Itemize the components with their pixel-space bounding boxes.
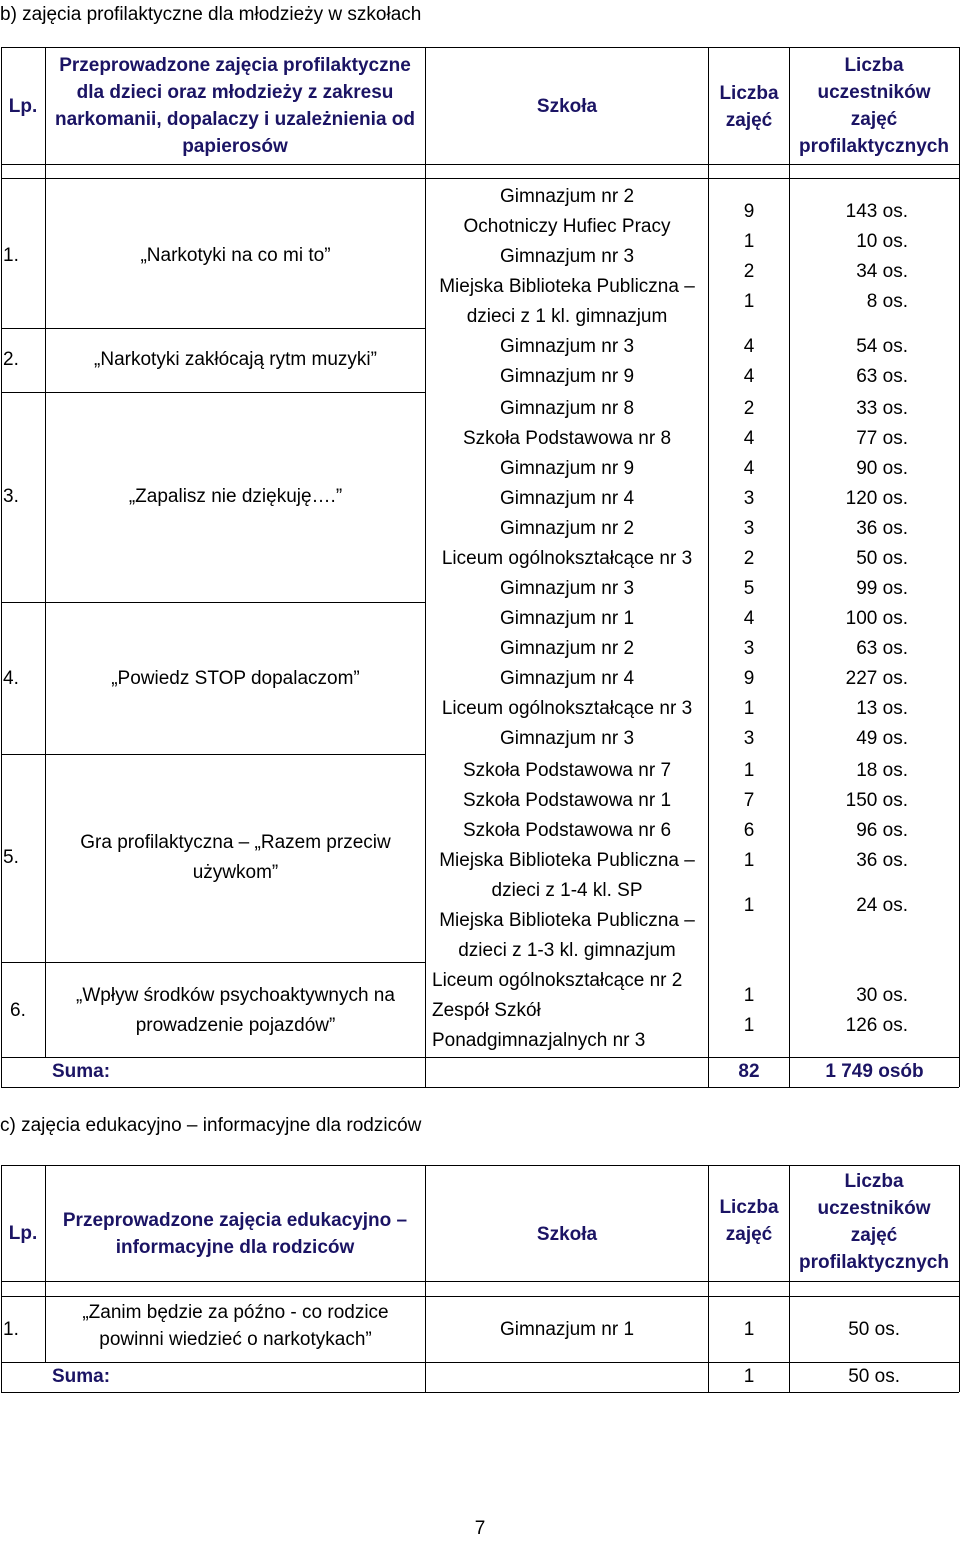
section-c-heading: c) zajęcia edukacyjno – informacyjne dla rodziców bbox=[0, 1115, 422, 1136]
classes-cell: 2 bbox=[743, 398, 755, 419]
school-cell: Gimnazjum nr 2 bbox=[499, 518, 635, 539]
header-topic: Przeprowadzone zajęcia profilaktyczne dla dzieci oraz młodzieży z zakresu narkomanii, dopalaczy i uzależnienia od papierosów bbox=[54, 55, 416, 157]
classes-cell: 4 bbox=[743, 458, 755, 479]
classes-cell: 3 bbox=[743, 518, 755, 539]
row-5-classes bbox=[709, 756, 789, 936]
participants-cell: 63 os. bbox=[856, 366, 908, 387]
row-2-participants bbox=[790, 332, 908, 392]
school-cell: Szkoła Podstawowa nr 1 bbox=[462, 790, 672, 811]
row-1-lp: 1. bbox=[3, 245, 19, 266]
classes-cell: 1 bbox=[743, 760, 755, 781]
participants-cell: 24 os. bbox=[856, 895, 908, 916]
header-topic: Przeprowadzone zajęcia edukacyjno – informacyjne dla rodziców bbox=[62, 1210, 408, 1258]
classes-cell: 1 bbox=[743, 895, 755, 916]
classes-cell: 4 bbox=[743, 336, 755, 357]
classes-cell: 1 bbox=[743, 985, 755, 1006]
row-6-participants bbox=[790, 981, 908, 1041]
row-4-lp: 4. bbox=[3, 668, 19, 689]
participants-cell: 10 os. bbox=[856, 231, 908, 252]
participants-cell: 100 os. bbox=[845, 608, 908, 629]
header-classes: Liczba zajęć bbox=[719, 1197, 779, 1245]
row-6-topic bbox=[46, 981, 425, 1041]
sum-label: Suma: bbox=[52, 1366, 111, 1387]
school-cell: dzieci z 1-4 kl. SP bbox=[491, 880, 643, 901]
school-cell: Miejska Biblioteka Publiczna – bbox=[439, 850, 695, 871]
classes-cell: 4 bbox=[743, 366, 755, 387]
participants-cell: 36 os. bbox=[856, 850, 908, 871]
sum-participants: 1 749 osób bbox=[825, 1061, 924, 1082]
sum-label: Suma: bbox=[52, 1061, 111, 1082]
participants-cell: 143 os. bbox=[845, 201, 908, 222]
row-4-classes bbox=[709, 604, 789, 754]
row-6-classes bbox=[709, 981, 789, 1041]
header-school: Szkoła bbox=[536, 96, 598, 117]
classes-cell: 1 bbox=[743, 1015, 755, 1036]
topic-line: „Wpływ środków psychoaktywnych na bbox=[76, 985, 395, 1006]
school-cell: Liceum ogólnokształcące nr 2 bbox=[432, 970, 683, 991]
sum-classes: 82 bbox=[738, 1061, 760, 1082]
participants-cell: 49 os. bbox=[856, 728, 908, 749]
topic-line: Gra profilaktyczna – „Razem przeciw bbox=[80, 832, 391, 853]
school-cell: Gimnazjum nr 8 bbox=[499, 398, 635, 419]
header-classes: Liczba zajęć bbox=[719, 83, 779, 131]
classes-cell: 1 bbox=[743, 231, 755, 252]
classes-cell: 1 bbox=[743, 698, 755, 719]
row-4-schools bbox=[426, 604, 708, 754]
row-6-lp: 6. bbox=[10, 1000, 26, 1021]
header-lp: Lp. bbox=[8, 1223, 38, 1244]
row-3-topic: „Zapalisz nie dziękuję….” bbox=[128, 486, 343, 507]
header-lp: Lp. bbox=[8, 96, 38, 117]
participants-cell: 33 os. bbox=[856, 398, 908, 419]
school-cell: Miejska Biblioteka Publiczna – bbox=[439, 910, 695, 931]
school-cell: Gimnazjum nr 2 bbox=[499, 638, 635, 659]
classes-cell: 2 bbox=[743, 548, 755, 569]
school-cell: Szkoła Podstawowa nr 7 bbox=[462, 760, 672, 781]
row-1-classes bbox=[709, 197, 789, 317]
row-c-1-participants: 50 os. bbox=[848, 1319, 900, 1340]
row-1-topic: „Narkotyki na co mi to” bbox=[140, 245, 331, 266]
classes-cell: 7 bbox=[743, 790, 755, 811]
row-c-1-topic bbox=[46, 1299, 425, 1353]
row-1-schools bbox=[426, 182, 708, 332]
school-cell: Szkoła Podstawowa nr 8 bbox=[462, 428, 672, 449]
sum-classes: 1 bbox=[743, 1366, 755, 1387]
classes-cell: 3 bbox=[743, 638, 755, 659]
school-cell: Gimnazjum nr 3 bbox=[499, 728, 635, 749]
row-3-participants bbox=[790, 394, 908, 604]
participants-cell: 99 os. bbox=[856, 578, 908, 599]
school-cell: dzieci z 1-3 kl. gimnazjum bbox=[458, 940, 676, 961]
participants-cell: 90 os. bbox=[856, 458, 908, 479]
school-cell: Gimnazjum nr 2 bbox=[499, 186, 635, 207]
participants-cell: 77 os. bbox=[856, 428, 908, 449]
row-5-participants bbox=[790, 756, 908, 936]
row-4-participants bbox=[790, 604, 908, 754]
classes-cell: 5 bbox=[743, 578, 755, 599]
topic-line: używkom” bbox=[192, 862, 279, 883]
participants-cell: 36 os. bbox=[856, 518, 908, 539]
participants-cell: 8 os. bbox=[866, 291, 908, 312]
school-cell: Liceum ogólnokształcące nr 3 bbox=[441, 548, 693, 569]
participants-cell: 227 os. bbox=[845, 668, 908, 689]
participants-cell: 96 os. bbox=[856, 820, 908, 841]
classes-cell: 6 bbox=[743, 820, 755, 841]
school-cell: Ochotniczy Hufiec Pracy bbox=[463, 216, 671, 237]
classes-cell: 4 bbox=[743, 428, 755, 449]
row-c-1-classes: 1 bbox=[743, 1319, 755, 1340]
classes-cell: 4 bbox=[743, 608, 755, 629]
school-cell: Szkoła Podstawowa nr 6 bbox=[462, 820, 672, 841]
classes-cell: 2 bbox=[743, 261, 755, 282]
participants-cell: 63 os. bbox=[856, 638, 908, 659]
participants-cell: 150 os. bbox=[845, 790, 908, 811]
header-participants: Liczba uczestników zajęć profilaktycznych bbox=[799, 55, 949, 157]
header-school: Szkoła bbox=[536, 1224, 598, 1245]
row-3-schools bbox=[426, 394, 708, 604]
row-1-participants bbox=[790, 197, 908, 317]
row-5-topic bbox=[46, 828, 425, 888]
school-cell: dzieci z 1 kl. gimnazjum bbox=[466, 306, 668, 327]
row-3-lp: 3. bbox=[3, 486, 19, 507]
school-cell: Ponadgimnazjalnych nr 3 bbox=[432, 1030, 646, 1051]
classes-cell: 3 bbox=[743, 488, 755, 509]
participants-cell: 50 os. bbox=[856, 548, 908, 569]
sum-participants: 50 os. bbox=[848, 1366, 900, 1387]
school-cell: Gimnazjum nr 3 bbox=[499, 246, 635, 267]
classes-cell: 1 bbox=[743, 850, 755, 871]
topic-line: prowadzenie pojazdów” bbox=[135, 1015, 336, 1036]
classes-cell: 9 bbox=[743, 201, 755, 222]
participants-cell: 30 os. bbox=[856, 985, 908, 1006]
row-c-1-lp: 1. bbox=[3, 1319, 19, 1340]
participants-cell: 18 os. bbox=[856, 760, 908, 781]
classes-cell: 1 bbox=[743, 291, 755, 312]
school-cell: Gimnazjum nr 9 bbox=[499, 458, 635, 479]
participants-cell: 126 os. bbox=[845, 1015, 908, 1036]
row-5-lp: 5. bbox=[3, 847, 19, 868]
school-cell: Gimnazjum nr 3 bbox=[499, 578, 635, 599]
classes-cell: 9 bbox=[743, 668, 755, 689]
participants-cell: 120 os. bbox=[845, 488, 908, 509]
section-b-heading: b) zajęcia profilaktyczne dla młodzieży w szkołach bbox=[0, 4, 422, 25]
school-cell: Liceum ogólnokształcące nr 3 bbox=[441, 698, 693, 719]
topic-line: powinni wiedzieć o narkotykach” bbox=[99, 1329, 372, 1350]
row-5-schools bbox=[426, 756, 708, 966]
school-cell: Gimnazjum nr 1 bbox=[499, 608, 635, 629]
row-2-lp: 2. bbox=[3, 349, 19, 370]
row-2-topic: „Narkotyki zakłócają rytm muzyki” bbox=[94, 349, 377, 370]
row-2-schools bbox=[426, 332, 708, 392]
row-c-1-school: Gimnazjum nr 1 bbox=[499, 1319, 635, 1340]
school-cell: Gimnazjum nr 3 bbox=[499, 336, 635, 357]
page-number: 7 bbox=[474, 1518, 486, 1539]
school-cell: Zespół Szkół bbox=[432, 1000, 541, 1021]
classes-cell: 3 bbox=[743, 728, 755, 749]
participants-cell: 34 os. bbox=[856, 261, 908, 282]
school-cell: Miejska Biblioteka Publiczna – bbox=[439, 276, 695, 297]
header-participants: Liczba uczestników zajęć profilaktycznych bbox=[799, 1171, 949, 1273]
row-4-topic: „Powiedz STOP dopalaczom” bbox=[111, 668, 360, 689]
school-cell: Gimnazjum nr 9 bbox=[499, 366, 635, 387]
row-2-classes bbox=[709, 332, 789, 392]
participants-cell: 13 os. bbox=[856, 698, 908, 719]
participants-cell: 54 os. bbox=[856, 336, 908, 357]
row-3-classes bbox=[709, 394, 789, 604]
topic-line: „Zanim będzie za późno - co rodzice bbox=[82, 1302, 389, 1323]
row-6-schools bbox=[432, 966, 708, 1056]
school-cell: Gimnazjum nr 4 bbox=[499, 668, 635, 689]
school-cell: Gimnazjum nr 4 bbox=[499, 488, 635, 509]
